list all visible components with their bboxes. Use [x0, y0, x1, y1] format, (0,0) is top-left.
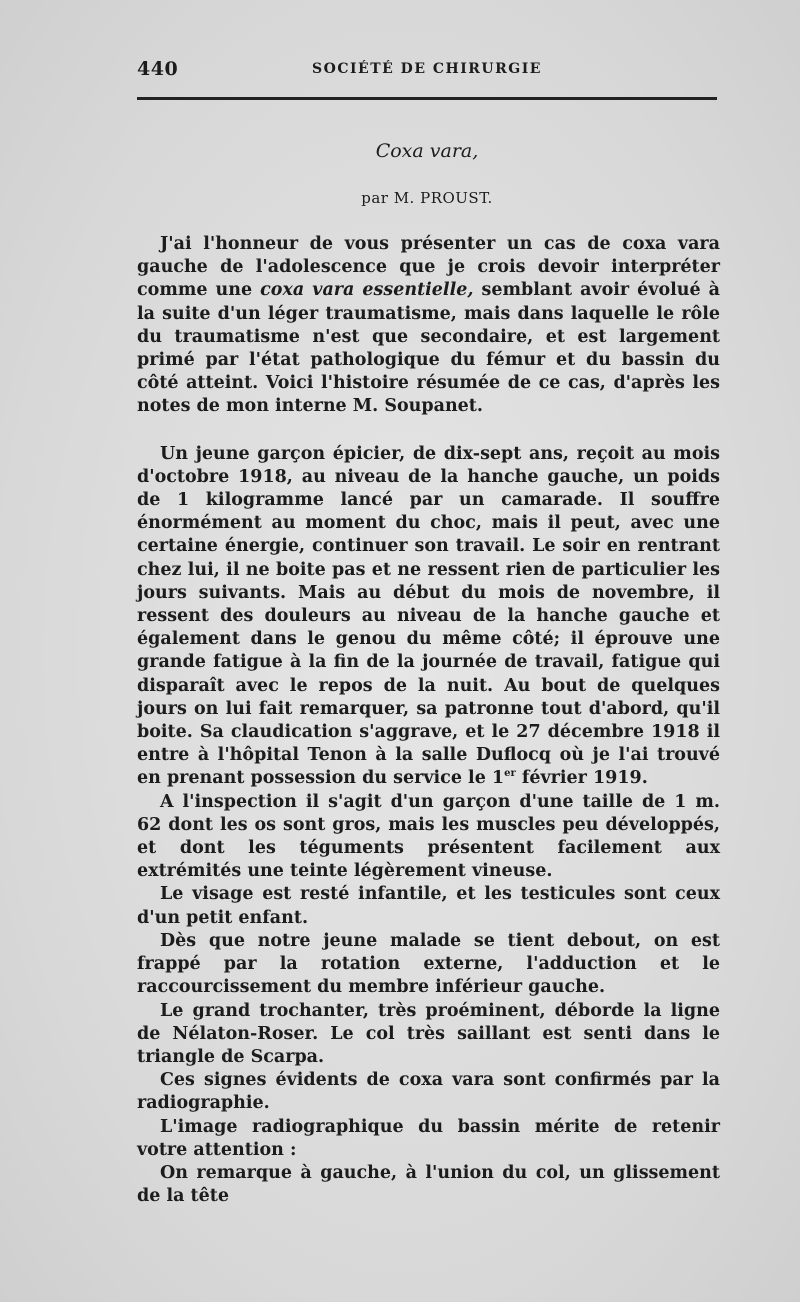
- paragraph-trochanter: Le grand trochanter, très proéminent, déborde la ligne de Nélaton-Roser. Le col très saillant est senti dans le triangle de Scarpa.: [137, 1000, 720, 1067]
- paragraph-standing: Dès que notre jeune malade se tient debout, on est frappé par la rotation externe, l'adduction et le raccourcissement du membre inférieur gauche.: [137, 930, 720, 998]
- paragraph-text: Un jeune garçon épicier, de dix-sept ans, reçoit au mois d'octobre 1918, au niveau de la hanche gauche, un poids de 1 kilogramme lancé par un camarade. Il souffre énormément au moment du choc, mais il peut, avec une certaine énergie, continuer son travail. Le soir en rentrant chez lui, il ne boite pas et ne ressent rien de particulier les jours suivants. Mais au début du mois de novembre, il ressent des douleurs au niveau de la hanche gauche et également dans le genou du même côté; il éprouve une grande fatigue à la fin de la journée de travail, fatigue qui disparaît avec le repos de la nuit. Au bout de quelques jours on lui fait remarquer, sa patronne tout d'abord, qu'il boite. Sa claudication s'aggrave, et le 27 décembre 1918 il entre à l'hôpital Tenon à la salle Duflocq où je l'ai trouvé en prenant possession du service le 1: [137, 443, 720, 789]
- italic-term: coxa vara essentielle,: [260, 280, 474, 301]
- header-rule: [137, 97, 717, 100]
- paragraph-image: L'image radiographique du bassin mérite de retenir votre attention :: [137, 1116, 720, 1160]
- paragraph-text: février 1919.: [515, 768, 648, 789]
- page-header: [137, 58, 717, 84]
- running-title: SOCIÉTÉ DE CHIRURGIE: [312, 61, 542, 77]
- paragraph-radiography: Ces signes évidents de coxa vara sont confirmés par la radiographie.: [137, 1070, 720, 1114]
- paragraph-inspection: A l'inspection il s'agit d'un garçon d'une taille de 1 m. 62 dont les os sont gros, mais les muscles peu développés, et dont les téguments présentent facilement aux extrémités une teinte légèrement vineuse.: [137, 791, 720, 882]
- paragraph-text: J'ai l'honneur de vous présenter un cas de coxa vara gauche de l'adolescence que je crois devoir interpréter comme une: [137, 234, 720, 301]
- paragraph-text: semblant avoir évolué à la suite d'un léger traumatisme, mais dans laquelle le rôle du traumatisme n'est que secondaire, et est largement primé par l'état pathologique du fémur et du bassin du côté atteint. Voici l'histoire résumée de ce cas, d'après les notes de mon interne M. Soupanet.: [137, 280, 720, 417]
- paragraph-case-history: [137, 443, 720, 791]
- article-author: par M. PROUST.: [361, 189, 493, 207]
- ordinal-superscript: er: [504, 768, 516, 780]
- paragraph-remark: On remarque à gauche, à l'union du col, un glissement de la tête: [137, 1162, 720, 1207]
- article-body: [137, 233, 720, 1208]
- paragraph-intro: [137, 233, 720, 419]
- page-number: 440: [137, 58, 179, 80]
- article-title: Coxa vara,: [375, 140, 479, 162]
- paragraph-face: Le visage est resté infantile, et les testicules sont ceux d'un petit enfant.: [137, 884, 720, 928]
